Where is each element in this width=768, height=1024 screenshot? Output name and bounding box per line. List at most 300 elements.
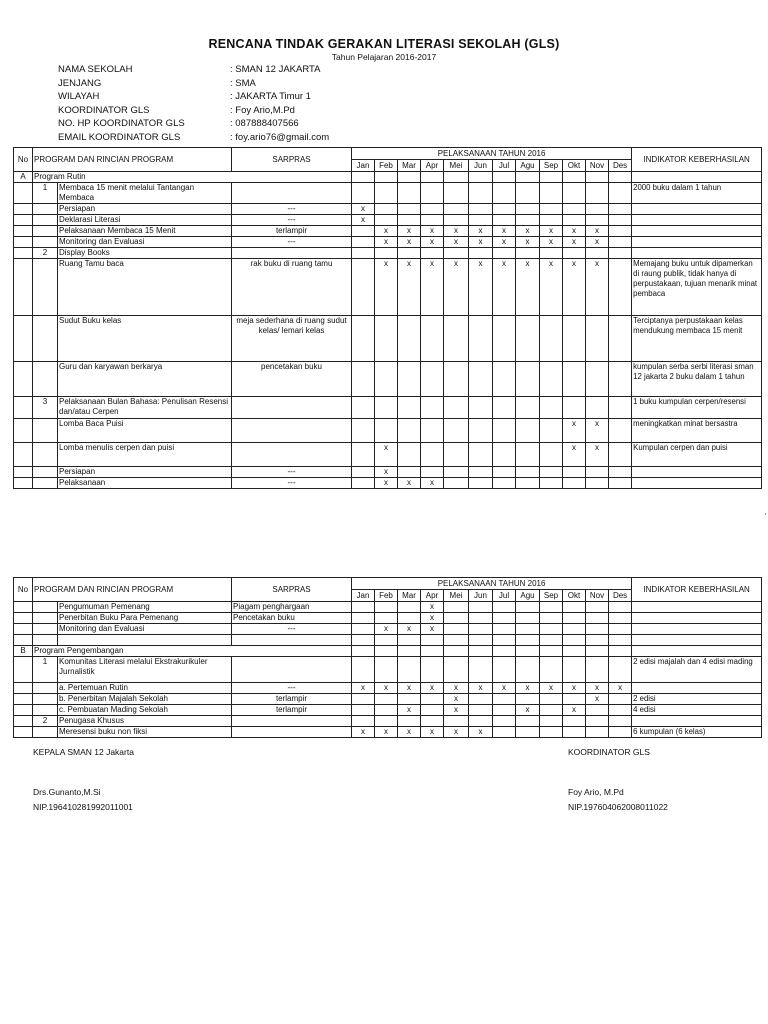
month-cell (516, 602, 540, 613)
col-indikator-header: INDIKATOR KEBERHASILAN (632, 578, 762, 602)
month-cell (375, 635, 398, 646)
row-indikator (632, 467, 762, 478)
row-program: Pelaksanaan Bulan Bahasa: Penulisan Resensi dan/atau Cerpen (58, 397, 232, 419)
principal-name: Drs.Gunanto,M.Si (33, 787, 101, 797)
row-program: Deklarasi Literasi (58, 215, 232, 226)
month-cell (609, 259, 632, 316)
table-row (14, 316, 762, 362)
row-sub-no (33, 467, 58, 478)
month-cell (398, 443, 421, 467)
month-cell (469, 646, 493, 657)
month-header: Feb (375, 160, 398, 172)
row-no (14, 613, 33, 624)
month-cell (609, 204, 632, 215)
month-header: Mar (398, 160, 421, 172)
month-cell (421, 215, 444, 226)
row-no (14, 183, 33, 204)
row-indikator: Memajang buku untuk dipamerkan di raung publik, tidak hanya di perpustakaan, tujuan menarik minat pembaca (632, 259, 762, 316)
month-cell (540, 635, 563, 646)
month-cell (540, 694, 563, 705)
month-cell (444, 613, 469, 624)
row-sub-no (33, 635, 58, 646)
month-cell (516, 613, 540, 624)
month-cell (493, 215, 516, 226)
month-cell (493, 694, 516, 705)
month-cell (421, 467, 444, 478)
month-cell (398, 248, 421, 259)
row-program: Monitoring dan Evaluasi (58, 237, 232, 248)
month-cell (469, 362, 493, 397)
month-cell: x (375, 259, 398, 316)
month-cell (609, 226, 632, 237)
row-no (14, 419, 33, 443)
month-cell (516, 624, 540, 635)
month-cell: x (444, 683, 469, 694)
row-no (14, 397, 33, 419)
month-cell (444, 624, 469, 635)
month-cell: x (563, 226, 586, 237)
row-program: Ruang Tamu baca (58, 259, 232, 316)
month-cell (375, 204, 398, 215)
month-cell (586, 316, 609, 362)
month-cell (375, 694, 398, 705)
month-cell (469, 215, 493, 226)
table-row (14, 635, 762, 646)
row-no (14, 705, 33, 716)
month-cell: x (398, 683, 421, 694)
month-cell (609, 215, 632, 226)
row-sub-no (33, 215, 58, 226)
month-cell (493, 316, 516, 362)
month-cell: x (540, 226, 563, 237)
month-cell (398, 316, 421, 362)
row-indikator (632, 613, 762, 624)
month-cell (352, 613, 375, 624)
table-row (14, 237, 762, 248)
month-cell (540, 362, 563, 397)
month-cell: x (516, 705, 540, 716)
row-program: Persiapan (58, 204, 232, 215)
month-cell (469, 316, 493, 362)
info-value: : Foy Ario,M.Pd (230, 104, 295, 116)
row-section-no: A (14, 172, 33, 183)
table-row (14, 419, 762, 443)
table-row (14, 613, 762, 624)
row-indikator: 2 edisi majalah dan 4 edisi mading (632, 657, 762, 683)
row-indikator (632, 646, 762, 657)
month-cell (563, 635, 586, 646)
month-cell (444, 215, 469, 226)
month-cell (469, 705, 493, 716)
month-cell (444, 362, 469, 397)
month-cell (586, 362, 609, 397)
info-label: NAMA SEKOLAH (58, 64, 133, 75)
row-program: Guru dan karyawan berkarya (58, 362, 232, 397)
month-cell (540, 602, 563, 613)
month-cell (421, 172, 444, 183)
month-header: Jul (493, 160, 516, 172)
info-value: : 087888407566 (230, 118, 299, 130)
month-cell (398, 716, 421, 727)
month-cell: x (609, 683, 632, 694)
month-cell (352, 226, 375, 237)
month-cell (563, 215, 586, 226)
month-cell (375, 705, 398, 716)
row-sub-no (33, 419, 58, 443)
month-cell (375, 716, 398, 727)
month-cell (586, 727, 609, 738)
row-indikator (632, 248, 762, 259)
row-sarpras: Piagam penghargaan (232, 602, 352, 613)
row-sarpras: --- (232, 215, 352, 226)
table-row (14, 204, 762, 215)
month-cell: x (563, 443, 586, 467)
row-indikator (632, 683, 762, 694)
month-cell (586, 657, 609, 683)
month-cell: x (444, 226, 469, 237)
month-header: Mar (398, 590, 421, 602)
row-sub-no: 1 (33, 183, 58, 204)
month-cell: x (421, 259, 444, 316)
month-cell (563, 362, 586, 397)
month-cell (493, 248, 516, 259)
month-cell (398, 419, 421, 443)
month-cell (563, 646, 586, 657)
month-cell: x (398, 478, 421, 489)
month-cell: x (563, 237, 586, 248)
month-cell (563, 624, 586, 635)
row-sarpras (232, 419, 352, 443)
row-program: Membaca 15 menit melalui Tantangan Membaca (58, 183, 232, 204)
row-program: Pelaksanaan (58, 478, 232, 489)
month-cell (516, 172, 540, 183)
month-header: Apr (421, 590, 444, 602)
month-cell: x (375, 478, 398, 489)
month-cell (444, 183, 469, 204)
month-cell: x (352, 727, 375, 738)
info-row (58, 77, 329, 91)
row-no (14, 635, 33, 646)
month-cell (609, 635, 632, 646)
info-row (58, 104, 329, 118)
row-no (14, 624, 33, 635)
month-cell (516, 397, 540, 419)
table-row (14, 183, 762, 204)
month-cell (352, 602, 375, 613)
row-sarpras (232, 183, 352, 204)
row-no (14, 204, 33, 215)
month-cell (469, 635, 493, 646)
month-cell (375, 613, 398, 624)
row-program: Pengumuman Pemenang (58, 602, 232, 613)
month-cell (586, 183, 609, 204)
month-cell: x (375, 226, 398, 237)
month-cell (469, 183, 493, 204)
month-cell (540, 204, 563, 215)
row-no (14, 248, 33, 259)
month-cell (398, 467, 421, 478)
col-no-header: No (14, 148, 33, 172)
month-cell (540, 443, 563, 467)
month-cell: x (444, 694, 469, 705)
table-row (14, 397, 762, 419)
month-cell (398, 362, 421, 397)
month-cell (609, 602, 632, 613)
coordinator-nip: NIP.197604062008011022 (568, 802, 668, 812)
month-cell: x (375, 443, 398, 467)
month-cell (609, 172, 632, 183)
row-indikator (632, 624, 762, 635)
col-pelaksanaan-header: PELAKSANAAN TAHUN 2016 (352, 148, 632, 160)
month-cell (609, 443, 632, 467)
row-program: b. Penerbitan Majalah Sekolah (58, 694, 232, 705)
month-cell (444, 248, 469, 259)
col-program-header: PROGRAM DAN RINCIAN PROGRAM (33, 148, 232, 172)
table-row (14, 226, 762, 237)
row-section-title: Program Pengembangan (33, 646, 352, 657)
month-cell (540, 172, 563, 183)
month-cell (493, 635, 516, 646)
month-cell (444, 602, 469, 613)
month-cell (469, 248, 493, 259)
col-no-header: No (14, 578, 33, 602)
row-indikator: 4 edisi (632, 705, 762, 716)
month-cell: x (516, 259, 540, 316)
month-cell (586, 602, 609, 613)
row-sarpras (232, 727, 352, 738)
row-no (14, 683, 33, 694)
row-indikator: 2 edisi (632, 694, 762, 705)
row-sub-no (33, 478, 58, 489)
action-plan-table-2 (13, 577, 762, 738)
month-cell: x (421, 237, 444, 248)
month-cell: x (586, 419, 609, 443)
row-program: Pelaksanaan Membaca 15 Menit (58, 226, 232, 237)
month-cell: x (421, 478, 444, 489)
month-cell: x (398, 727, 421, 738)
month-cell (516, 646, 540, 657)
month-cell (398, 613, 421, 624)
month-cell (352, 705, 375, 716)
month-cell (469, 204, 493, 215)
row-sarpras: --- (232, 478, 352, 489)
month-cell: x (421, 683, 444, 694)
month-cell (493, 443, 516, 467)
month-cell (352, 316, 375, 362)
row-program: Penugasa Khusus (58, 716, 232, 727)
month-cell: x (421, 624, 444, 635)
month-cell (516, 362, 540, 397)
table-row (14, 478, 762, 489)
info-value: : SMAN 12 JAKARTA (230, 64, 321, 75)
month-cell (609, 419, 632, 443)
month-cell: x (516, 226, 540, 237)
month-cell (586, 478, 609, 489)
col-sarpras-header: SARPRAS (232, 148, 352, 172)
month-header: Okt (563, 590, 586, 602)
month-cell: x (398, 624, 421, 635)
row-no (14, 316, 33, 362)
info-value: : SMA (230, 77, 256, 89)
month-cell: x (375, 467, 398, 478)
month-cell (563, 694, 586, 705)
month-cell (540, 397, 563, 419)
info-label: WILAYAH (58, 91, 100, 103)
month-cell (493, 419, 516, 443)
month-cell (375, 172, 398, 183)
month-cell: x (469, 237, 493, 248)
month-cell (563, 467, 586, 478)
month-cell (586, 397, 609, 419)
row-program: Meresensi buku non fiksi (58, 727, 232, 738)
month-cell (398, 172, 421, 183)
month-cell (398, 397, 421, 419)
month-cell (516, 694, 540, 705)
table-row (14, 683, 762, 694)
table-row (14, 215, 762, 226)
row-no (14, 478, 33, 489)
info-label: EMAIL KOORDINATOR GLS (58, 131, 181, 143)
action-plan-table-1 (13, 147, 762, 489)
month-cell: x (375, 237, 398, 248)
month-cell (444, 204, 469, 215)
month-cell (352, 624, 375, 635)
row-sub-no (33, 259, 58, 316)
month-cell (563, 204, 586, 215)
month-cell (586, 215, 609, 226)
month-cell (352, 419, 375, 443)
month-cell (375, 419, 398, 443)
month-header: Des (609, 160, 632, 172)
month-cell (352, 172, 375, 183)
row-sarpras: --- (232, 237, 352, 248)
month-cell (375, 316, 398, 362)
month-cell (609, 467, 632, 478)
month-cell: x (586, 694, 609, 705)
month-cell: x (421, 602, 444, 613)
month-cell (469, 397, 493, 419)
row-sarpras: --- (232, 204, 352, 215)
month-cell (609, 646, 632, 657)
month-cell (469, 716, 493, 727)
month-cell (493, 183, 516, 204)
month-cell (352, 467, 375, 478)
row-program: Monitoring dan Evaluasi (58, 624, 232, 635)
month-cell: x (352, 204, 375, 215)
row-sub-no (33, 226, 58, 237)
month-cell (609, 183, 632, 204)
month-cell: x (586, 226, 609, 237)
month-cell (352, 183, 375, 204)
month-cell (493, 646, 516, 657)
row-program (58, 635, 232, 646)
row-no (14, 226, 33, 237)
row-program: c. Pembuatan Mading Sekolah (58, 705, 232, 716)
month-cell: x (352, 683, 375, 694)
month-cell (421, 443, 444, 467)
month-cell (469, 467, 493, 478)
table-row (14, 727, 762, 738)
month-cell (516, 716, 540, 727)
month-cell (375, 183, 398, 204)
month-cell (493, 716, 516, 727)
row-no (14, 443, 33, 467)
month-header: Mei (444, 160, 469, 172)
row-no (14, 602, 33, 613)
row-program: Komunitas Literasi melalui Ekstrakurikuler Jurnalistik (58, 657, 232, 683)
table-row (14, 705, 762, 716)
month-cell (444, 657, 469, 683)
month-cell (540, 248, 563, 259)
month-cell (563, 248, 586, 259)
month-cell (586, 613, 609, 624)
row-indikator (632, 215, 762, 226)
info-value: : JAKARTA Timur 1 (230, 91, 311, 103)
month-header: Apr (421, 160, 444, 172)
month-cell (398, 635, 421, 646)
month-cell (469, 419, 493, 443)
row-sarpras: terlampir (232, 226, 352, 237)
col-indikator-header: INDIKATOR KEBERHASILAN (632, 148, 762, 172)
month-cell (421, 716, 444, 727)
row-indikator: Terciptanya perpustakaan kelas mendukung membaca 15 menit (632, 316, 762, 362)
month-cell: x (516, 683, 540, 694)
row-sub-no (33, 602, 58, 613)
month-cell (493, 362, 516, 397)
row-sub-no (33, 204, 58, 215)
row-section-no: B (14, 646, 33, 657)
month-cell (398, 183, 421, 204)
month-cell (352, 694, 375, 705)
coordinator-name: Foy Ario, M.Pd (568, 787, 624, 797)
month-cell (444, 443, 469, 467)
row-sarpras (232, 657, 352, 683)
month-cell (444, 646, 469, 657)
row-sarpras: --- (232, 467, 352, 478)
table-row (14, 248, 762, 259)
month-cell (540, 613, 563, 624)
table-row (14, 694, 762, 705)
month-cell (586, 624, 609, 635)
row-sarpras (232, 443, 352, 467)
document-subtitle: Tahun Pelajaran 2016-2017 (331, 52, 437, 62)
month-cell (540, 316, 563, 362)
month-cell (398, 646, 421, 657)
table-row (14, 602, 762, 613)
month-cell (375, 248, 398, 259)
month-cell (375, 657, 398, 683)
month-cell (444, 467, 469, 478)
month-cell (398, 215, 421, 226)
row-sarpras: terlampir (232, 694, 352, 705)
row-no (14, 716, 33, 727)
row-sarpras (232, 248, 352, 259)
month-cell (421, 646, 444, 657)
row-sub-no (33, 237, 58, 248)
month-cell (586, 716, 609, 727)
month-cell: x (586, 237, 609, 248)
month-cell (493, 727, 516, 738)
month-cell (375, 362, 398, 397)
month-cell (609, 657, 632, 683)
month-header: Jun (469, 590, 493, 602)
month-cell (469, 443, 493, 467)
month-cell (398, 602, 421, 613)
month-cell (540, 705, 563, 716)
month-cell (493, 204, 516, 215)
month-header: Agu (516, 160, 540, 172)
month-header: Mei (444, 590, 469, 602)
